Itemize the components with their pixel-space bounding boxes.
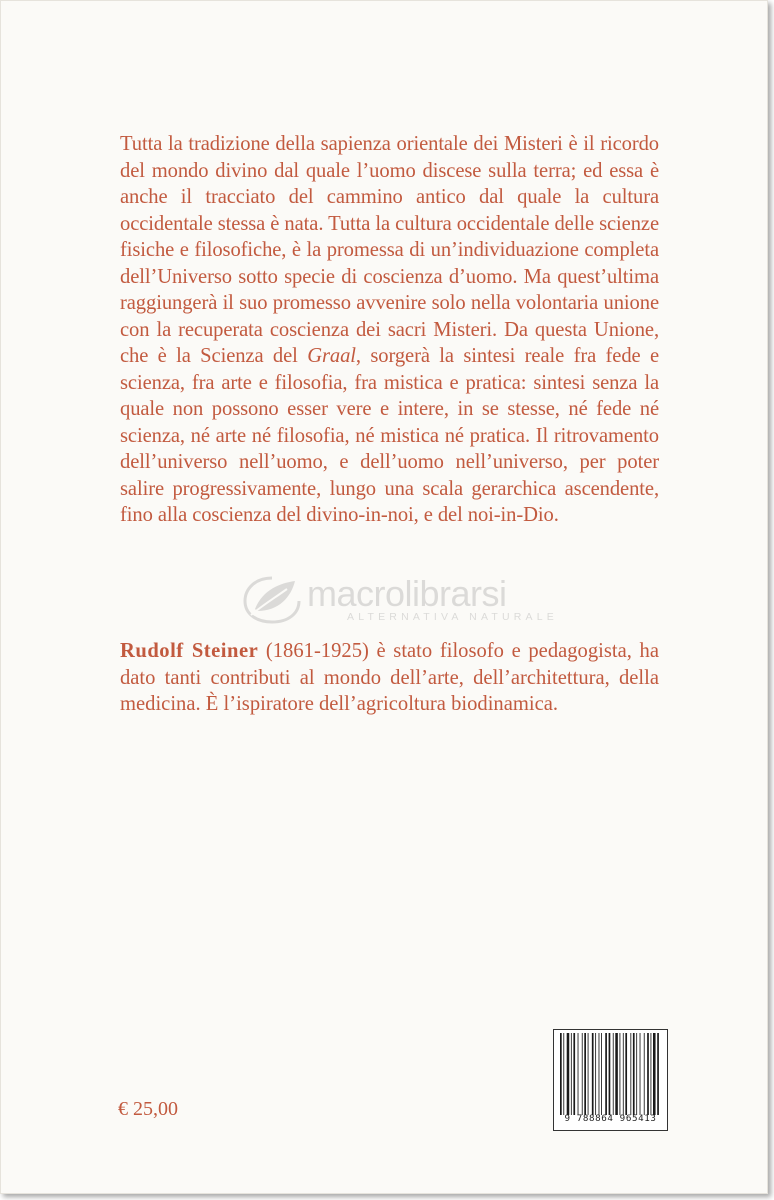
barcode-bar [563,1033,564,1115]
author-bio-paragraph [120,638,659,718]
watermark-tagline: ALTERNATIVA NATURALE [347,611,558,623]
barcode-bar [588,1033,589,1115]
synopsis-paragraph [120,131,659,529]
barcode-bar [567,1033,570,1115]
barcode-bar [599,1033,600,1115]
watermark [241,573,558,629]
barcode-bar [609,1033,611,1115]
barcode-bar [571,1033,572,1115]
watermark-brand: macrolibrarsi [307,573,507,614]
barcode-bar [653,1033,656,1115]
barcode-bar [615,1033,618,1115]
isbn-number: 9 788864 965413 [564,1113,657,1124]
barcode-bar [620,1033,621,1115]
author-name: Rudolf Steiner [120,640,259,662]
author-bio-text: (1861-1925) è stato filosofo e pedagogista, ha dato tanti contributi al mondo dell’arte, dell’architettura, della medicina. È l’ispiratore dell’agricoltura biodinamica. [120,640,659,715]
barcode-bars [559,1033,662,1115]
barcode-bar [592,1033,594,1115]
barcode-bar [640,1033,641,1115]
leaf-logo-icon [241,575,303,625]
barcode-bar [647,1033,649,1115]
barcode-bar [584,1033,586,1115]
barcode-bar [633,1033,635,1115]
barcode-bar [613,1033,614,1115]
barcode-bar [657,1033,659,1115]
isbn-barcode [553,1029,668,1131]
synopsis-italic-word: Graal [307,345,356,367]
barcode-bar [625,1033,627,1115]
barcode-bar [560,1033,562,1115]
barcode-bar [630,1033,631,1115]
synopsis-text [120,131,659,529]
barcode-bar [578,1033,579,1115]
barcode-bar [605,1033,607,1115]
barcode-bar [595,1033,596,1115]
synopsis-part-2: , sorgerà la sintesi reale fra fede e scienza, fra arte e filosofia, fra mistica e pratica: sintesi senza la quale non possono esser vere e intere, in se stesse, né fede né scienza, né arte né filosofia, né mistica né pratica. Il ritrovamento dell’universo nell’uomo, e dell’uomo nell’universo, per poter salire progressivamente, lungo una scala gerarchica ascendente, fino alla coscienza del divino-in-noi, e del noi-in-Dio. [120,345,659,526]
barcode-bar [651,1033,652,1115]
barcode-bar [644,1033,645,1115]
author-bio [120,638,659,718]
synopsis-part-1: Tutta la tradizione della sapienza orientale dei Misteri è il ricordo del mondo divino dal quale l’uomo discese sulla terra; ed essa è anche il tracciato del cammino antico dal quale la cultura occidentale stessa è nata. Tutta la cultura occidentale delle scienze fisiche e filosofiche, è la promessa di un’individuazione completa dell’Universo sotto specie di coscienza d’uomo. Ma quest’ultima raggiungerà il suo promesso avvenire solo nella volontaria unione con la recuperata coscienza dei sacri Misteri. Da questa Unione, che è la Scienza del [120,133,659,367]
barcode-bar [582,1033,583,1115]
barcode-bar [623,1033,624,1115]
barcode-bar [601,1033,602,1115]
barcode-bar [573,1033,575,1115]
barcode-bar [636,1033,637,1115]
price-label: € 25,00 [118,1098,178,1120]
